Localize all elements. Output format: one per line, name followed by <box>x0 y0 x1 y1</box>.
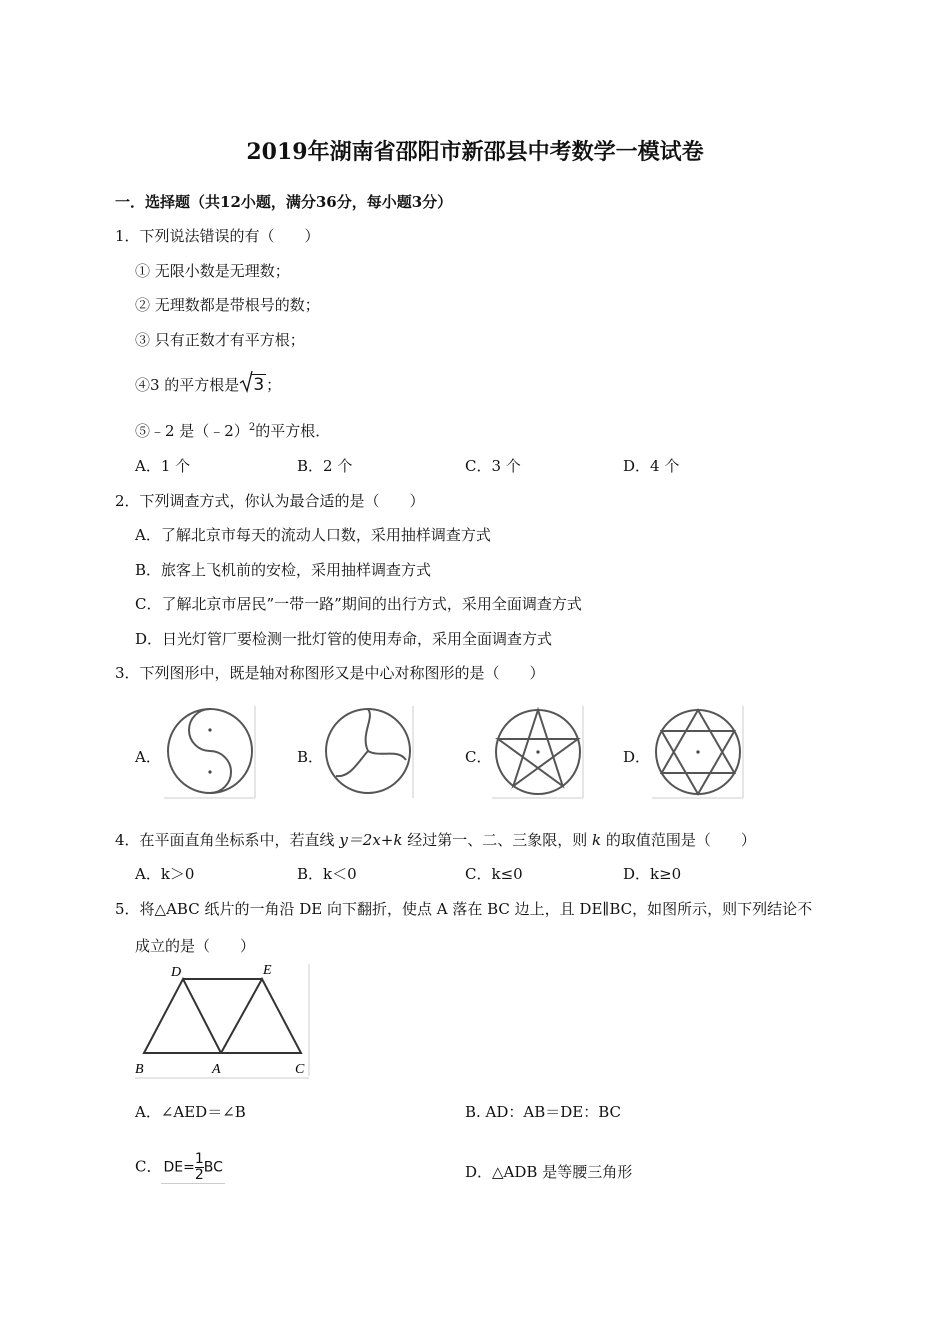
fraction <box>195 1152 204 1183</box>
q5-option-b: B. AD：AB＝DE：BC <box>465 1103 622 1121</box>
three-arc-circle-icon <box>320 704 416 800</box>
q3-label-a: A． <box>135 748 161 766</box>
yin-yang-circle-icon <box>162 704 258 800</box>
q4-stem-a: 4．在平面直角坐标系中，若直线 <box>115 831 340 849</box>
q1-option-c: C．3 个 <box>465 457 521 475</box>
sqrt-expression <box>239 375 266 395</box>
q5-option-c <box>135 1152 225 1184</box>
q2-stem: 2．下列调查方式，你认为最合适的是（ ） <box>115 492 425 510</box>
q5-stem-line1: 5．将△ABC 纸片的一角沿 DE 向下翻折，使点 A 落在 BC 边上，且 DE∥BC，如图所示，则下列结论不 <box>115 900 813 918</box>
sqrt-radicand: 3 <box>253 375 265 395</box>
q1-s5-exponent: 2 <box>248 422 256 433</box>
q5-c-lhs: DE= <box>163 1159 195 1176</box>
q4-option-d: D．k≥0 <box>623 865 682 883</box>
q1-statement-2: ② 无理数都是带根号的数； <box>135 296 320 314</box>
q1-statement-1: ① 无限小数是无理数； <box>135 262 290 280</box>
q1-statement-5 <box>135 420 330 441</box>
q4-equation: y＝2x+k <box>339 831 403 849</box>
q5-c-rhs: BC <box>203 1159 223 1176</box>
q4-stem-c: 的取值范围是（ ） <box>601 831 756 849</box>
point-label-a: A <box>212 1062 221 1077</box>
q5-triangle-figure <box>133 962 313 1082</box>
fraction-denominator: 2 <box>194 1167 204 1183</box>
fraction-numerator: 1 <box>194 1151 204 1167</box>
q2-option-c: C．了解北京市居民”一带一路”期间的出行方式，采用全面调查方式 <box>135 595 582 613</box>
q2-option-b: B．旅客上飞机前的安检，采用抽样调查方式 <box>135 561 432 579</box>
q4-option-b: B．k＜0 <box>297 865 357 883</box>
q2-option-a: A．了解北京市每天的流动人口数，采用抽样调查方式 <box>135 526 491 544</box>
q1-statement-3: ③ 只有正数才有平方根； <box>135 331 305 349</box>
point-label-d: D <box>171 965 182 980</box>
section-heading: 一．选择题（共12小题，满分36分，每小题3分） <box>115 193 453 211</box>
q4-stem <box>115 829 756 850</box>
q1-option-b: B．2 个 <box>297 457 353 475</box>
q5-option-c-formula <box>161 1152 224 1184</box>
q3-label-b: B． <box>297 748 324 766</box>
q2-option-d: D．日光灯管厂要检测一批灯管的使用寿命，采用全面调查方式 <box>135 630 553 648</box>
q5-option-c-prefix: C． <box>135 1157 162 1176</box>
q1-option-d: D．4 个 <box>623 457 680 475</box>
q4-option-a: A．k＞0 <box>135 865 195 883</box>
hexagram-circle-icon <box>650 704 746 800</box>
page-title: 2019年湖南省邵阳市新邵县中考数学一模试卷 <box>246 139 704 165</box>
q5-stem-line2: 成立的是（ ） <box>135 937 256 955</box>
q4-stem-b: 经过第一、二、三象限，则 <box>402 831 593 849</box>
point-label-c: C <box>295 1062 305 1077</box>
q3-label-d: D． <box>623 748 651 766</box>
q4-variable-k: k <box>592 831 602 849</box>
pentagram-circle-icon <box>490 704 586 800</box>
q5-option-d: D．△ADB 是等腰三角形 <box>465 1163 633 1181</box>
point-label-e: E <box>263 963 272 978</box>
q1-s5-prefix: ⑤﹣2 是（﹣2） <box>135 422 249 440</box>
q1-s4-suffix: ； <box>266 376 282 394</box>
q1-option-a: A．1 个 <box>135 457 191 475</box>
q1-s4-prefix: ④3 的平方根是 <box>135 376 240 394</box>
point-label-b: B <box>135 1062 144 1077</box>
radical-sign-icon <box>239 371 253 393</box>
q1-stem: 1．下列说法错误的有（ ） <box>115 227 320 245</box>
q1-s5-suffix: 的平方根． <box>255 422 331 440</box>
q3-stem: 3．下列图形中，既是轴对称图形又是中心对称图形的是（ ） <box>115 664 545 682</box>
q5-option-a: A．∠AED＝∠B <box>135 1103 246 1121</box>
q4-option-c: C．k≤0 <box>465 865 523 883</box>
q1-statement-4 <box>135 374 281 395</box>
q3-label-c: C． <box>465 748 492 766</box>
